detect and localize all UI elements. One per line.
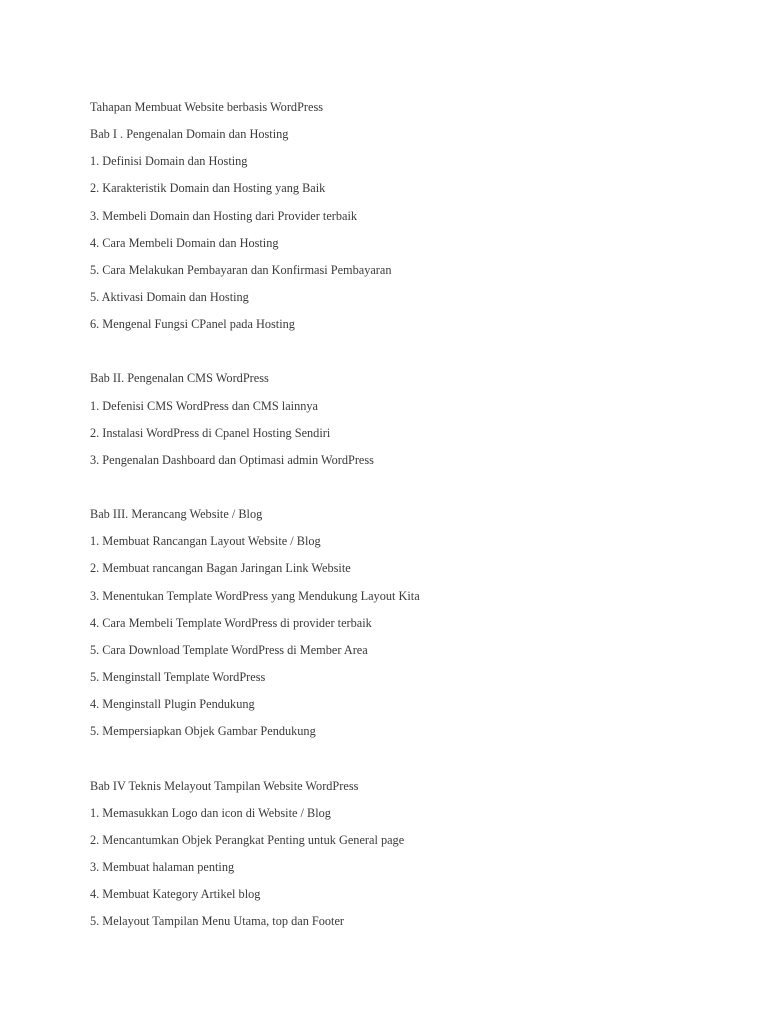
chapter-heading: Bab I . Pengenalan Domain dan Hosting: [90, 127, 289, 142]
list-item: 5. Cara Melakukan Pembayaran dan Konfirmasi Pembayaran: [90, 262, 392, 277]
document-title: Tahapan Membuat Website berbasis WordPress: [90, 100, 324, 114]
list-item: 5. Melayout Tampilan Menu Utama, top dan Footer: [90, 914, 345, 929]
list-item: 6. Mengenal Fungsi CPanel pada Hosting: [90, 317, 295, 332]
chapter-heading: Bab II. Pengenalan CMS WordPress: [90, 371, 269, 386]
document-page: [90, 94, 730, 935]
section-spacer: [90, 474, 730, 501]
list-item: 4. Cara Membeli Domain dan Hosting: [90, 235, 279, 250]
list-item: 4. Menginstall Plugin Pendukung: [90, 697, 255, 712]
list-item: 5. Mempersiapkan Objek Gambar Pendukung: [90, 724, 316, 739]
chapter-heading: Bab III. Merancang Website / Blog: [90, 507, 263, 522]
section-spacer: [90, 338, 730, 365]
list-item: 4. Membuat Kategory Artikel blog: [90, 887, 261, 902]
list-item: 4. Cara Membeli Template WordPress di provider terbaik: [90, 615, 372, 630]
list-item: 1. Memasukkan Logo dan icon di Website / Blog: [90, 805, 331, 820]
list-item: 3. Menentukan Template WordPress yang Mendukung Layout Kita: [90, 588, 420, 603]
list-item: 1. Membuat Rancangan Layout Website / Blog: [90, 534, 321, 549]
list-item: 3. Membeli Domain dan Hosting dari Provider terbaik: [90, 208, 358, 223]
list-item: 5. Menginstall Template WordPress: [90, 669, 266, 684]
section-spacer: [90, 745, 730, 772]
list-item: 5. Cara Download Template WordPress di Member Area: [90, 642, 368, 657]
chapter-heading: Bab IV Teknis Melayout Tampilan Website WordPress: [90, 778, 359, 793]
list-item: 1. Definisi Domain dan Hosting: [90, 154, 248, 169]
list-item: 2. Membuat rancangan Bagan Jaringan Link Website: [90, 561, 351, 576]
list-item: 3. Membuat halaman penting: [90, 859, 235, 874]
list-item: 5. Aktivasi Domain dan Hosting: [90, 289, 249, 304]
list-item: 2. Karakteristik Domain dan Hosting yang Baik: [90, 181, 326, 196]
list-item: 1. Defenisi CMS WordPress dan CMS lainnya: [90, 398, 318, 413]
list-item: 3. Pengenalan Dashboard dan Optimasi admin WordPress: [90, 452, 374, 467]
list-item: 2. Instalasi WordPress di Cpanel Hosting Sendiri: [90, 425, 331, 440]
list-item: 2. Mencantumkan Objek Perangkat Penting untuk General page: [90, 832, 405, 847]
